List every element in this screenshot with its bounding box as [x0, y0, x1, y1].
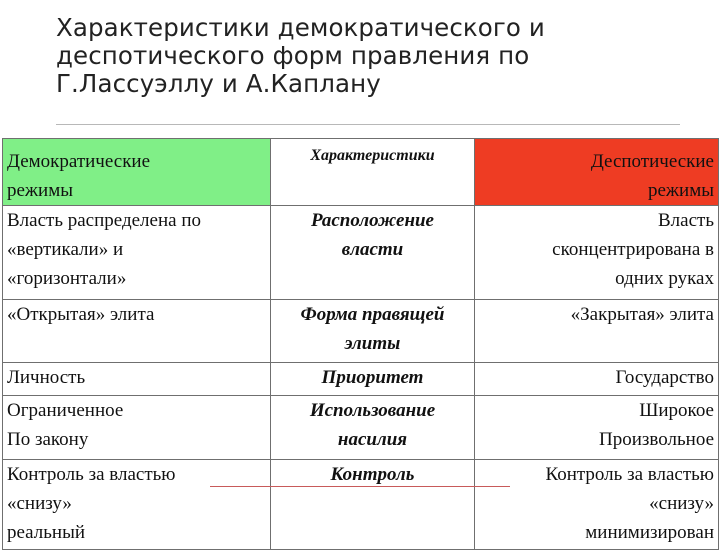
title-line: Характеристики демократического и	[56, 13, 545, 42]
header-despotic-line: Деспотические	[590, 151, 714, 172]
cell-line: Форма правящей	[300, 304, 445, 325]
cell-despotic	[475, 300, 719, 363]
cell-line: реальный	[7, 522, 86, 543]
cell-line: Ограниченное	[7, 400, 124, 421]
cell-characteristic	[271, 206, 475, 300]
title-divider	[56, 124, 680, 125]
cell-line: «снизу»	[649, 493, 714, 514]
cell-line: насилия	[337, 429, 408, 450]
annotation-line	[210, 486, 510, 487]
cell-characteristic	[271, 460, 475, 550]
cell-characteristic	[271, 363, 475, 396]
cell-line: Приоритет	[321, 367, 424, 388]
cell-democratic	[3, 460, 271, 550]
header-characteristic	[271, 139, 475, 206]
cell-line: Власть	[658, 210, 714, 231]
title-line: Г.Лассуэллу и А.Каплану	[56, 69, 381, 98]
cell-line: Контроль за властью	[7, 464, 176, 485]
cell-democratic	[3, 206, 271, 300]
table-row	[3, 300, 719, 363]
cell-democratic	[3, 396, 271, 460]
table-row	[3, 363, 719, 396]
header-row	[3, 139, 719, 206]
cell-line: власти	[341, 239, 404, 260]
header-despotic-line: режимы	[647, 180, 714, 201]
cell-line: «Закрытая» элита	[570, 304, 714, 325]
table-row	[3, 396, 719, 460]
cell-line: элиты	[344, 333, 401, 354]
cell-line: Расположение	[310, 210, 434, 231]
comparison-table	[2, 138, 719, 550]
header-democratic	[3, 139, 271, 206]
cell-line: «Открытая» элита	[7, 304, 155, 325]
cell-despotic	[475, 363, 719, 396]
cell-democratic	[3, 363, 271, 396]
header-democratic-line: режимы	[7, 180, 74, 201]
cell-characteristic	[271, 300, 475, 363]
cell-line: «горизонтали»	[7, 268, 127, 289]
cell-despotic	[475, 206, 719, 300]
title-line: деспотического форм правления по	[56, 41, 530, 70]
cell-line: «снизу»	[7, 493, 72, 514]
cell-line: Личность	[7, 367, 86, 388]
cell-line: Использование	[309, 400, 436, 421]
cell-line: Власть распределена по	[7, 210, 201, 231]
cell-despotic	[475, 396, 719, 460]
cell-democratic	[3, 300, 271, 363]
cell-line: одних руках	[615, 268, 714, 289]
header-characteristic-label: Характеристики	[310, 147, 435, 164]
slide-title	[56, 14, 676, 98]
cell-line: Широкое	[639, 400, 714, 421]
cell-line: Контроль	[330, 464, 415, 485]
cell-despotic	[475, 460, 719, 550]
table-row	[3, 206, 719, 300]
cell-line: Произвольное	[599, 429, 714, 450]
cell-characteristic	[271, 396, 475, 460]
cell-line: По закону	[7, 429, 89, 450]
cell-line: минимизирован	[585, 522, 714, 543]
header-despotic	[475, 139, 719, 206]
cell-line: сконцентрирована в	[552, 239, 714, 260]
table-row	[3, 460, 719, 550]
cell-line: Государство	[615, 367, 714, 388]
header-democratic-line: Демократические	[7, 151, 151, 172]
cell-line: «вертикали» и	[7, 239, 124, 260]
cell-line: Контроль за властью	[545, 464, 714, 485]
